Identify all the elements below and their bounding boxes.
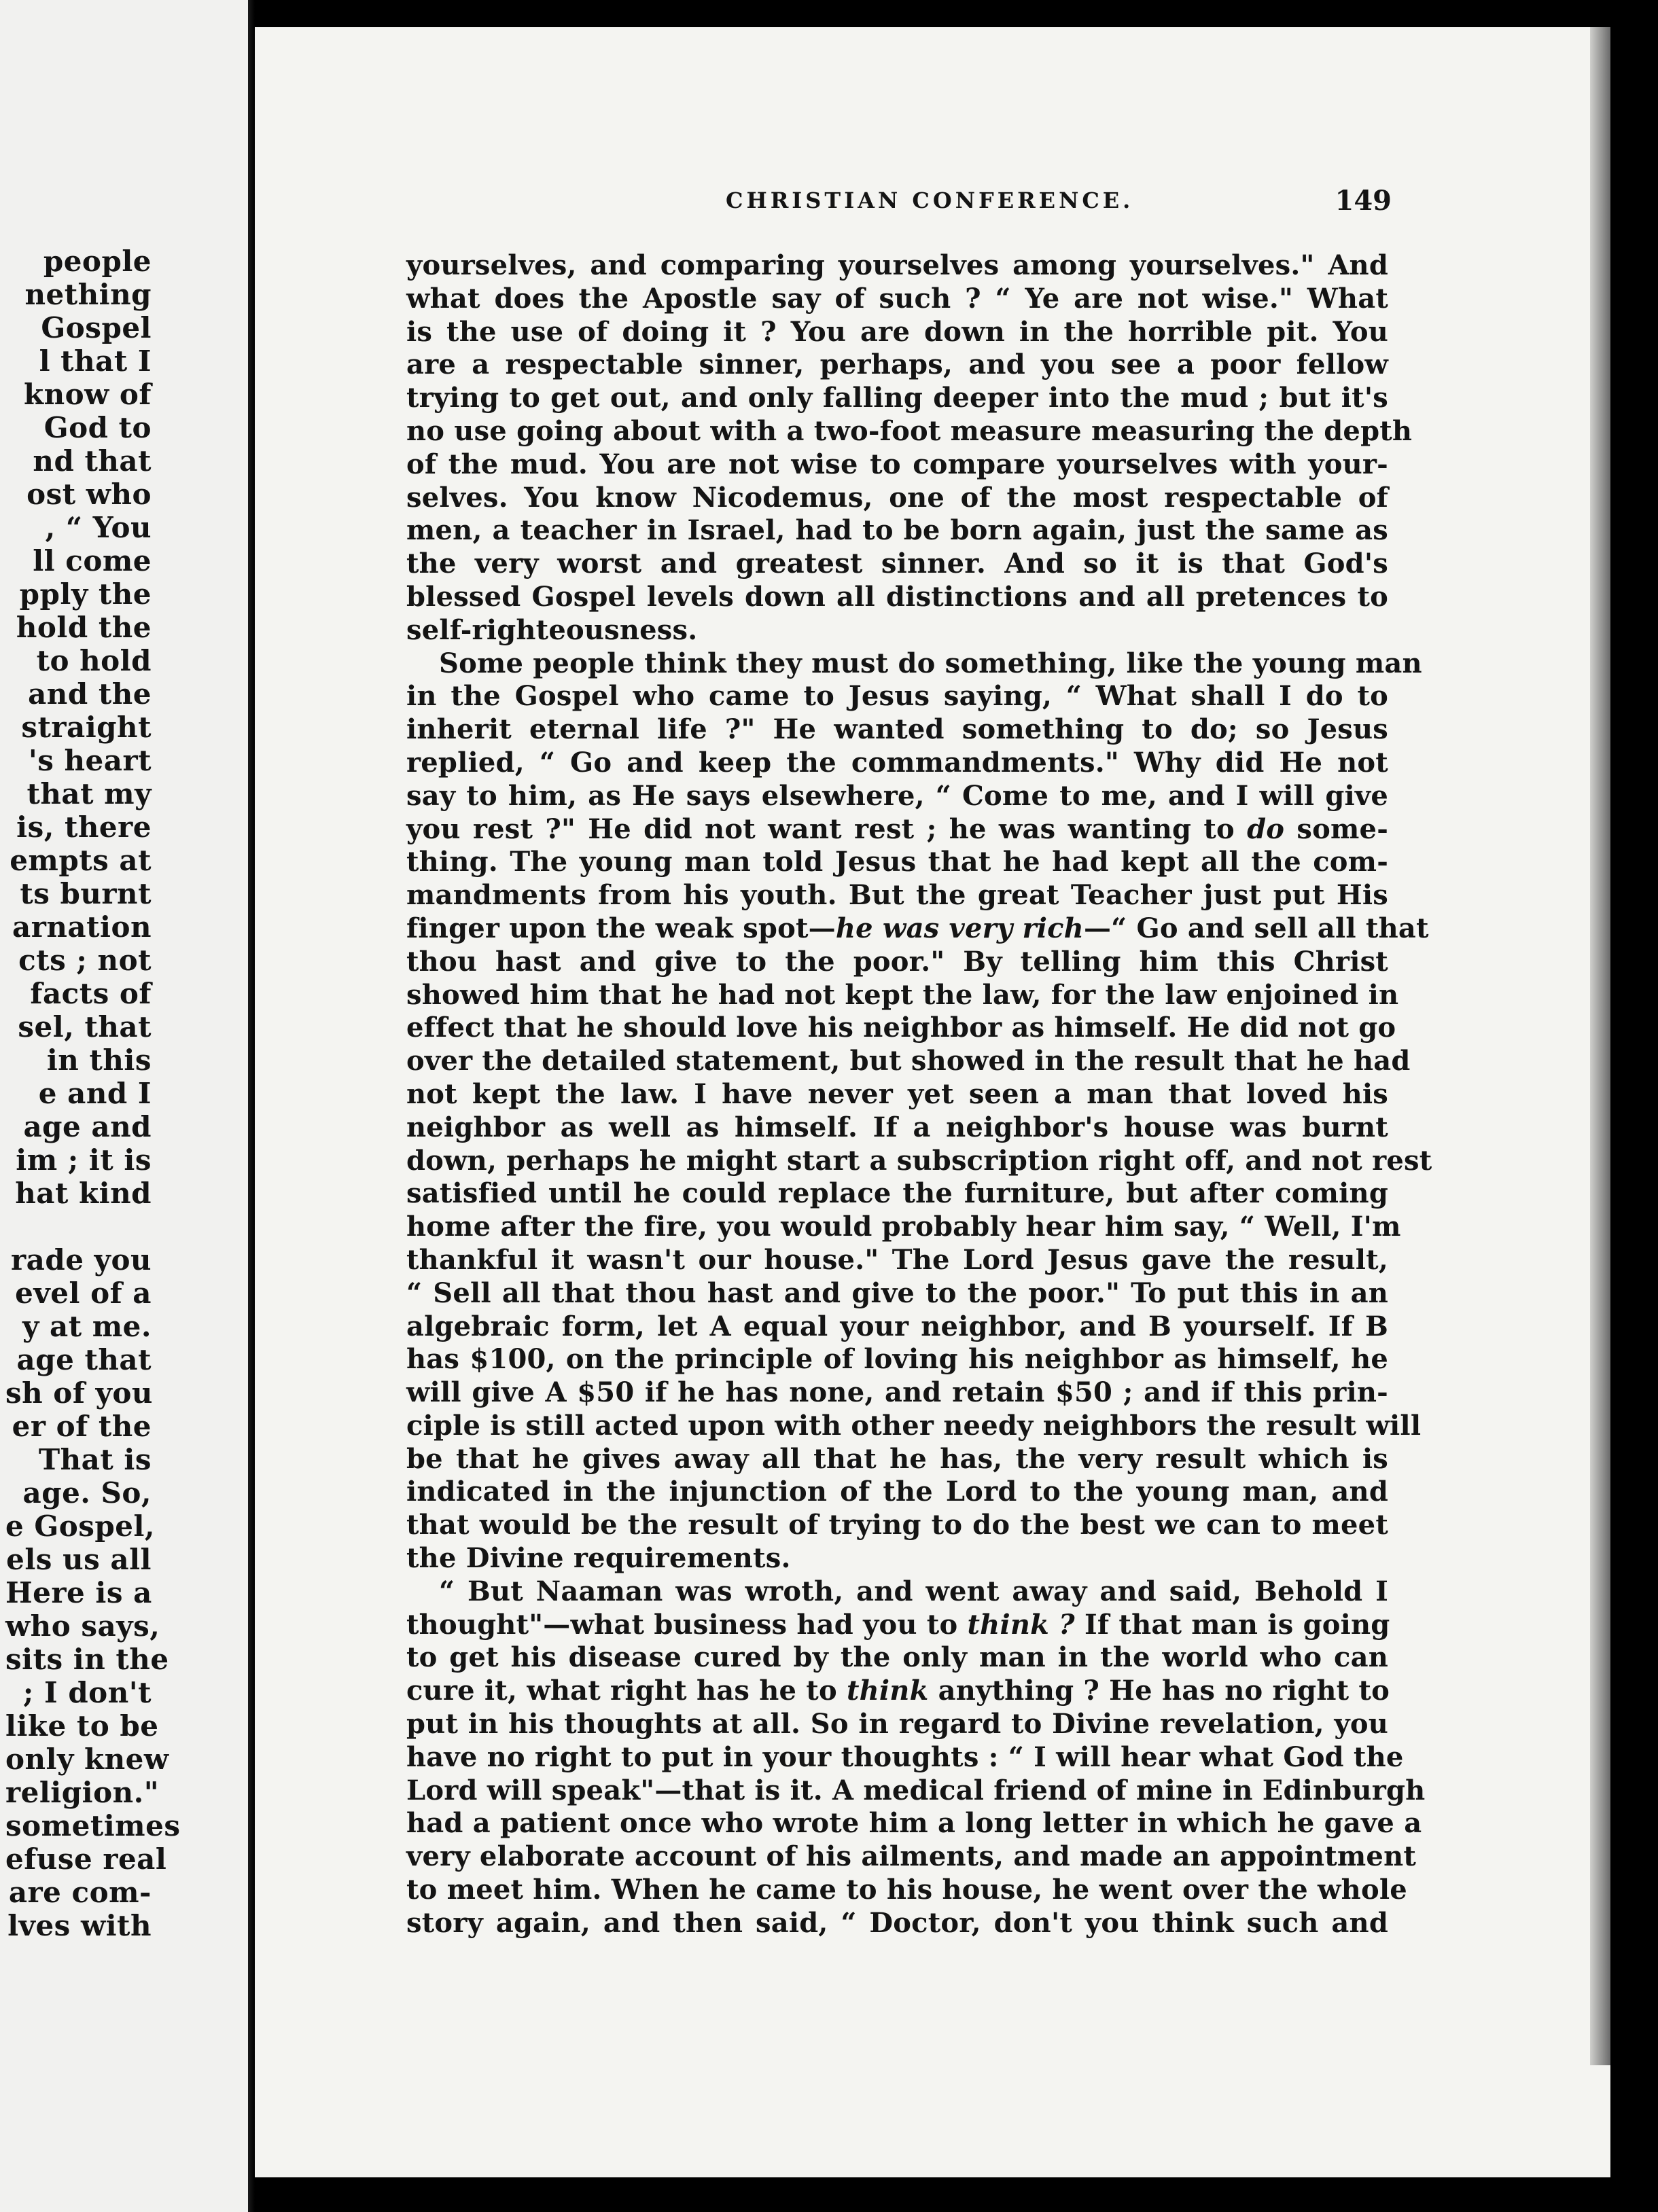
text-line: replied, “ Go and keep the commandments." Why did He not bbox=[406, 746, 1388, 779]
text-run: If that man is going bbox=[1074, 1608, 1390, 1641]
text-line: satisfied until he could replace the furniture, but after coming bbox=[406, 1177, 1388, 1210]
text-line: neighbor as well as himself. If a neighbor's house was burnt bbox=[406, 1111, 1388, 1143]
text-line: put in his thoughts at all. So in regard to Divine revelation, you bbox=[406, 1708, 1388, 1741]
facing-line: hold the bbox=[16, 611, 152, 644]
facing-line: Gospel bbox=[41, 311, 152, 344]
text-line: effect that he should love his neighbor as himself. He did not go bbox=[406, 1012, 1396, 1044]
facing-line: who says, bbox=[5, 1609, 160, 1643]
paragraph-end-line: self-righteousness. bbox=[406, 613, 698, 646]
text-line: story again, and then said, “ Doctor, don't you think such and bbox=[406, 1906, 1388, 1939]
text-line: inherit eternal life ?" He wanted something to do; so Jesus bbox=[406, 713, 1388, 746]
text-line: thou hast and give to the poor." By telling him this Christ bbox=[406, 945, 1388, 978]
facing-line: 's heart bbox=[28, 744, 152, 777]
facing-page-left bbox=[0, 0, 248, 2212]
text-line: home after the fire, you would probably hear him say, “ Well, I'm bbox=[406, 1211, 1401, 1243]
text-line: yourselves, and comparing yourselves among yourselves." And bbox=[406, 249, 1388, 281]
paragraph-end-line: the Divine requirements. bbox=[406, 1542, 791, 1575]
facing-line: evel of a bbox=[15, 1277, 152, 1310]
text-line: not kept the law. I have never yet seen a man that loved his bbox=[406, 1077, 1388, 1110]
facing-line: people bbox=[43, 245, 152, 278]
text-line: is the use of doing it ? You are down in the horrible pit. You bbox=[406, 315, 1388, 348]
facing-line: are com- bbox=[8, 1876, 152, 1909]
text-line: what does the Apostle say of such ? “ Ye are not wise." What bbox=[406, 282, 1388, 315]
italic-text: he was very rich bbox=[835, 912, 1084, 944]
facing-line: and the bbox=[28, 677, 152, 711]
running-head: CHRISTIAN CONFERENCE. bbox=[726, 188, 1134, 213]
text-line-with-italic bbox=[406, 912, 1429, 946]
facing-line: like to be bbox=[5, 1709, 159, 1743]
text-line: have no right to put in your thoughts : “ I will hear what God the bbox=[406, 1741, 1404, 1773]
text-line: over the detailed statement, but showed in the result that he had bbox=[406, 1045, 1411, 1077]
text-line: indicated in the injunction of the Lord to the young man, and bbox=[406, 1476, 1388, 1508]
facing-line: nd that bbox=[33, 444, 152, 478]
facing-line: age and bbox=[23, 1110, 152, 1143]
text-line: “ Sell all that thou hast and give to the poor." To put this in an bbox=[406, 1277, 1388, 1309]
text-line-with-italic bbox=[406, 813, 1388, 846]
facing-line: ll come bbox=[33, 544, 152, 577]
text-line: thing. The young man told Jesus that he had kept all the com- bbox=[406, 846, 1388, 878]
facing-line: know of bbox=[23, 378, 152, 411]
text-line: mandments from his youth. But the great Teacher just put His bbox=[406, 879, 1388, 912]
text-line-with-italic bbox=[406, 1609, 1388, 1642]
text-line: showed him that he had not kept the law, for the law enjoined in bbox=[406, 978, 1399, 1011]
facing-line: e Gospel, bbox=[5, 1510, 156, 1543]
text-line: Some people think they must do something, like the young man bbox=[439, 647, 1422, 679]
text-line: selves. You know Nicodemus, one of the most respectable of bbox=[406, 481, 1388, 514]
facing-line: nething bbox=[24, 278, 152, 311]
facing-line: Here is a bbox=[5, 1576, 152, 1609]
text-line: blessed Gospel levels down all distinctions and all pretences to bbox=[406, 580, 1388, 613]
text-line: in the Gospel who came to Jesus saying, “ What shall I do to bbox=[406, 680, 1388, 713]
facing-line bbox=[5, 1210, 152, 1243]
text-run: some- bbox=[1284, 813, 1388, 845]
text-line: thankful it wasn't our house." The Lord Jesus gave the result, bbox=[406, 1243, 1388, 1276]
text-line: men, a teacher in Israel, had to be born again, just the same as bbox=[406, 514, 1388, 547]
facing-line: im ; it is bbox=[16, 1143, 152, 1177]
body-text bbox=[406, 249, 1432, 1940]
facing-line: in this bbox=[46, 1043, 152, 1077]
text-line: will give A $50 if he has none, and retain $50 ; and if this prin- bbox=[406, 1376, 1388, 1409]
text-line: that would be the result of trying to do the best we can to meet bbox=[406, 1509, 1388, 1541]
facing-line: pply the bbox=[19, 577, 152, 611]
text-line: ciple is still acted upon with other needy neighbors the result will bbox=[406, 1409, 1422, 1442]
facing-line: age. So, bbox=[22, 1476, 152, 1510]
text-line: say to him, as He says elsewhere, “ Come to me, and I will give bbox=[406, 779, 1388, 812]
facing-line: rade you bbox=[10, 1243, 152, 1277]
text-run: cure it, what right has he to bbox=[406, 1675, 847, 1707]
italic-text: think ? bbox=[967, 1608, 1075, 1641]
text-line: down, perhaps he might start a subscription right off, and not rest bbox=[406, 1144, 1432, 1177]
text-line: no use going about with a two-foot measure measuring the depth bbox=[406, 414, 1413, 447]
facing-line: lves with bbox=[7, 1909, 152, 1942]
facing-line: ts burnt bbox=[20, 877, 152, 910]
text-line: of the mud. You are not wise to compare yourselves with your- bbox=[406, 448, 1388, 480]
facing-line: e and I bbox=[38, 1077, 152, 1110]
facing-line: arnation bbox=[12, 910, 152, 944]
italic-text: do bbox=[1247, 813, 1285, 845]
facing-line: hat kind bbox=[15, 1177, 152, 1210]
facing-line: efuse real bbox=[5, 1842, 167, 1876]
facing-line: only knew bbox=[5, 1743, 169, 1776]
facing-line: religion." bbox=[5, 1776, 160, 1809]
text-line: “ But Naaman was wroth, and went away and said, Behold I bbox=[439, 1575, 1388, 1607]
facing-line: sits in the bbox=[5, 1643, 169, 1676]
page-header bbox=[726, 185, 1398, 216]
text-run: —“ Go and sell all that bbox=[1083, 912, 1429, 944]
facing-line: straight bbox=[21, 711, 152, 744]
text-line: Lord will speak"—that is it. A medical friend of mine in Edinburgh bbox=[406, 1774, 1426, 1806]
facing-line: ost who bbox=[27, 478, 152, 511]
facing-line: y at me. bbox=[22, 1310, 152, 1343]
facing-line: l that I bbox=[39, 344, 152, 378]
text-line: algebraic form, let A equal your neighbor, and B yourself. If B bbox=[406, 1310, 1388, 1342]
facing-line: ; I don't bbox=[22, 1676, 152, 1709]
text-line: trying to get out, and only falling deeper into the mud ; but it's bbox=[406, 382, 1388, 414]
text-line: the very worst and greatest sinner. And so it is that God's bbox=[406, 548, 1388, 580]
facing-line: facts of bbox=[30, 977, 152, 1010]
text-line: to meet him. When he came to his house, he went over the whole bbox=[406, 1874, 1407, 1906]
facing-line: cts ; not bbox=[18, 944, 152, 977]
facing-line: that my bbox=[27, 777, 152, 810]
text-line: to get his disease cured by the only man in the world who can bbox=[406, 1641, 1388, 1674]
facing-line: empts at bbox=[10, 844, 152, 877]
facing-line: age that bbox=[16, 1343, 152, 1376]
facing-line: is, there bbox=[16, 810, 152, 844]
facing-line: to hold bbox=[36, 644, 152, 677]
text-run: anything ? He has no right to bbox=[928, 1675, 1390, 1707]
facing-line: sh of you bbox=[5, 1376, 153, 1410]
text-line: are a respectable sinner, perhaps, and you see a poor fellow bbox=[406, 349, 1388, 381]
text-run: finger upon the weak spot— bbox=[406, 912, 836, 944]
text-line-with-italic bbox=[406, 1675, 1388, 1708]
facing-page-text bbox=[5, 245, 181, 1942]
facing-line: els us all bbox=[6, 1543, 152, 1576]
facing-line: , “ You bbox=[45, 511, 152, 544]
page-number: 149 bbox=[1335, 185, 1392, 217]
facing-line: sometimes bbox=[5, 1809, 181, 1842]
facing-line: sel, that bbox=[18, 1010, 152, 1043]
facing-line: er of the bbox=[12, 1410, 152, 1443]
book-gutter bbox=[248, 0, 255, 2212]
text-line: be that he gives away all that he has, the very result which is bbox=[406, 1442, 1388, 1475]
facing-line: God to bbox=[43, 411, 152, 444]
text-line: very elaborate account of his ailments, and made an appointment bbox=[406, 1840, 1417, 1873]
page-edge-shadow bbox=[1590, 27, 1610, 2065]
text-line: has $100, on the principle of loving his neighbor as himself, he bbox=[406, 1343, 1388, 1376]
text-line: had a patient once who wrote him a long letter in which he gave a bbox=[406, 1807, 1422, 1840]
facing-line: That is bbox=[38, 1443, 152, 1476]
italic-text: think bbox=[846, 1675, 929, 1707]
text-run: thought"—what business had you to bbox=[406, 1608, 968, 1641]
text-run: you rest ?" He did not want rest ; he was wanting to bbox=[406, 813, 1248, 845]
